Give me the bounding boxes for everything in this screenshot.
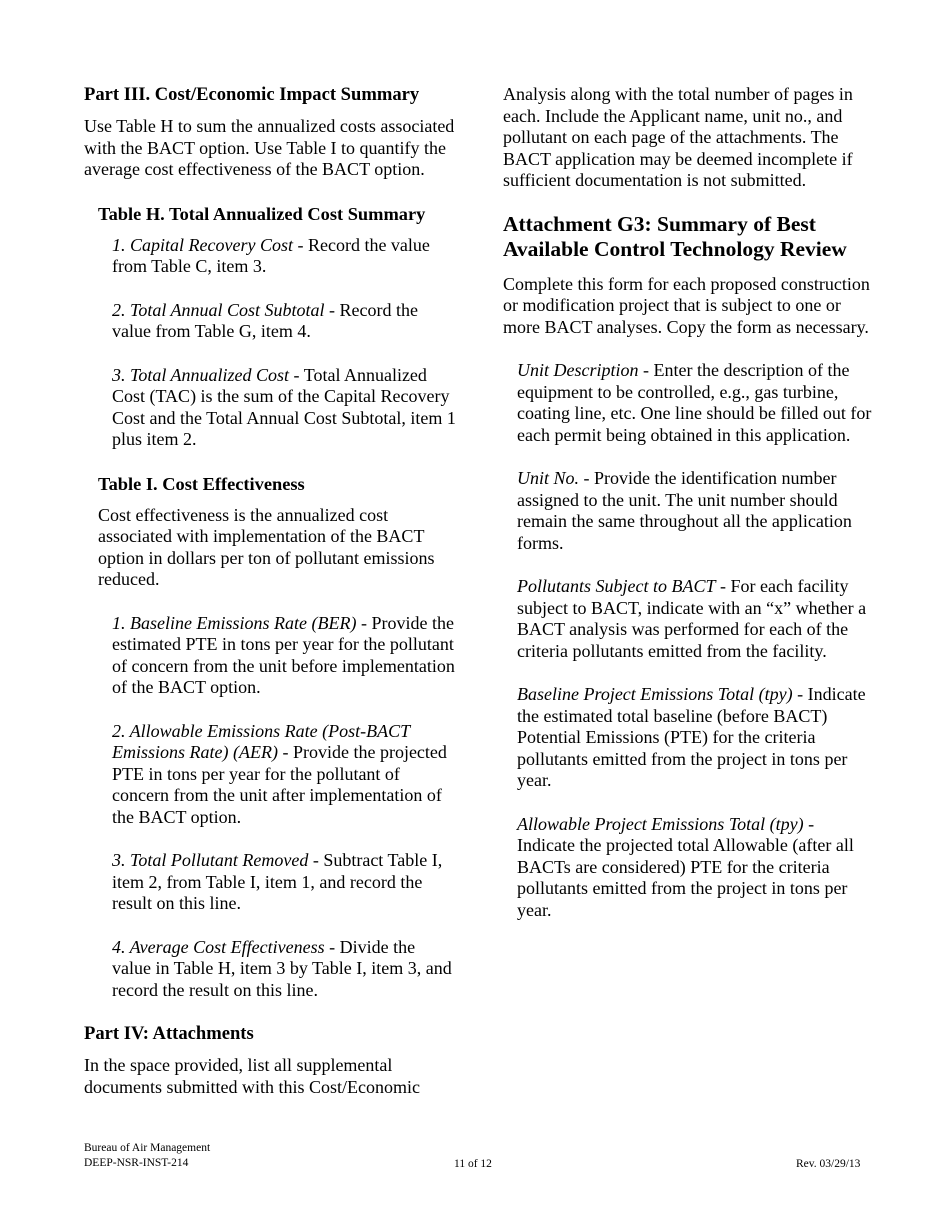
item-text: - Total Annualized Cost (TAC) is the sum of the Capital Recovery Cost and the Total Annual Cost Subtotal, item 1 plus item 2.: [112, 364, 456, 449]
item-text: - Indicate the estimated total baseline (before BACT) Potential Emissions (PTE) for the criteria pollutants emitted from the project in tons per year.: [517, 684, 866, 790]
item-text: - Subtract Table I, item 2, from Table I, item 1, and record the result on this line.: [112, 850, 443, 913]
footer-left: [84, 1141, 210, 1171]
item-text: - Provide the identification number assigned to the unit. The unit number should remain the same throughout all the application forms.: [517, 468, 852, 553]
part4-text-continued: Analysis along with the total number of pages in each. Include the Applicant name, unit no., and pollutant on each page of the attachments. The BACT application may be deemed incomplete if sufficient documentation is not submitted.: [503, 84, 853, 190]
item-term: 1. Capital Recovery Cost: [112, 234, 293, 255]
footer-org: Bureau of Air Management: [84, 1142, 211, 1154]
item-term: Allowable Project Emissions Total (tpy): [517, 813, 804, 834]
item-term: Unit No.: [517, 468, 580, 488]
item-term: Pollutants Subject to BACT: [517, 576, 716, 596]
part3-heading: Part III. Cost/Economic Impact Summary: [84, 84, 420, 105]
item-term: 2. Allowable Emissions Rate (Post-BACT Emissions Rate) (AER): [112, 720, 410, 762]
g3-item-pollutants: [517, 576, 875, 662]
item-term: Unit Description: [517, 360, 639, 380]
item-term: 1. Baseline Emissions Rate (BER): [112, 612, 357, 633]
tableI-item-4: [112, 937, 456, 1002]
item-term: 4. Average Cost Effectiveness: [112, 936, 325, 957]
tableI-item-3: [112, 850, 456, 915]
footer-page-number: 11 of 12: [454, 1158, 492, 1170]
footer-revision: Rev. 03/29/13: [796, 1158, 861, 1170]
item-term: 3. Total Pollutant Removed: [112, 850, 309, 870]
g3-item-unit-description: [517, 360, 875, 446]
part3-intro: Use Table H to sum the annualized costs associated with the BACT option. Use Table I to quantify the average cost effectiveness of the BACT option.: [84, 116, 455, 179]
item-term: 2. Total Annual Cost Subtotal: [112, 299, 325, 320]
tableH-item-1: [112, 235, 456, 278]
attachment-g3-intro: Complete this form for each proposed construction or modification project that is subject to one or more BACT analyses. Copy the form as necessary.: [503, 273, 870, 337]
item-text: - Indicate the projected total Allowable (after all BACTs are considered) PTE for the criteria pollutants emitted from the project in tons per year.: [517, 813, 854, 920]
item-text: - Record the value from Table C, item 3.: [112, 234, 430, 276]
g3-item-allowable: [517, 814, 875, 922]
g3-item-unit-no: [517, 468, 875, 554]
tableH-item-3: [112, 365, 456, 451]
tableI-intro: Cost effectiveness is the annualized cost associated with implementation of the BACT option in dollars per ton of pollutant emissions reduced.: [98, 504, 435, 589]
footer-doc-id: DEEP-NSR-INST-214: [84, 1157, 189, 1169]
right-column: [503, 84, 875, 943]
item-text: - For each facility subject to BACT, indicate with an “x” whether a BACT analysis was performed for each of the criteria pollutants emitted from the facility.: [517, 576, 867, 661]
tableH-heading: Table H. Total Annualized Cost Summary: [98, 203, 426, 224]
tableI-item-1: [112, 613, 456, 699]
tableH-item-2: [112, 300, 456, 343]
item-term: 3. Total Annualized Cost: [112, 364, 290, 385]
tableI-heading: Table I. Cost Effectiveness: [98, 473, 305, 494]
part4-text: In the space provided, list all supplemental documents submitted with this Cost/Economic: [84, 1055, 420, 1097]
g3-item-baseline: [517, 684, 875, 792]
item-text: - Provide the estimated PTE in tons per year for the pollutant of concern from the unit before implementation of the BACT option.: [112, 612, 455, 697]
attachment-g3-heading: Attachment G3: Summary of Best Available Control Technology Review: [503, 211, 847, 261]
item-text: - Record the value from Table G, item 4.: [112, 299, 419, 341]
item-text: - Provide the projected PTE in tons per year for the pollutant of concern from the unit after implementation of the BACT option.: [112, 742, 447, 827]
item-text: - Divide the value in Table H, item 3 by Table I, item 3, and record the result on this line.: [112, 936, 452, 1000]
part4-heading: Part IV: Attachments: [84, 1023, 254, 1044]
item-term: Baseline Project Emissions Total (tpy): [517, 684, 793, 704]
tableI-item-2: [112, 721, 456, 829]
left-column: [84, 84, 456, 1098]
item-text: - Enter the description of the equipment to be controlled, e.g., gas turbine, coating line, etc. One line should be filled out for each permit being obtained in this application.: [517, 360, 872, 445]
